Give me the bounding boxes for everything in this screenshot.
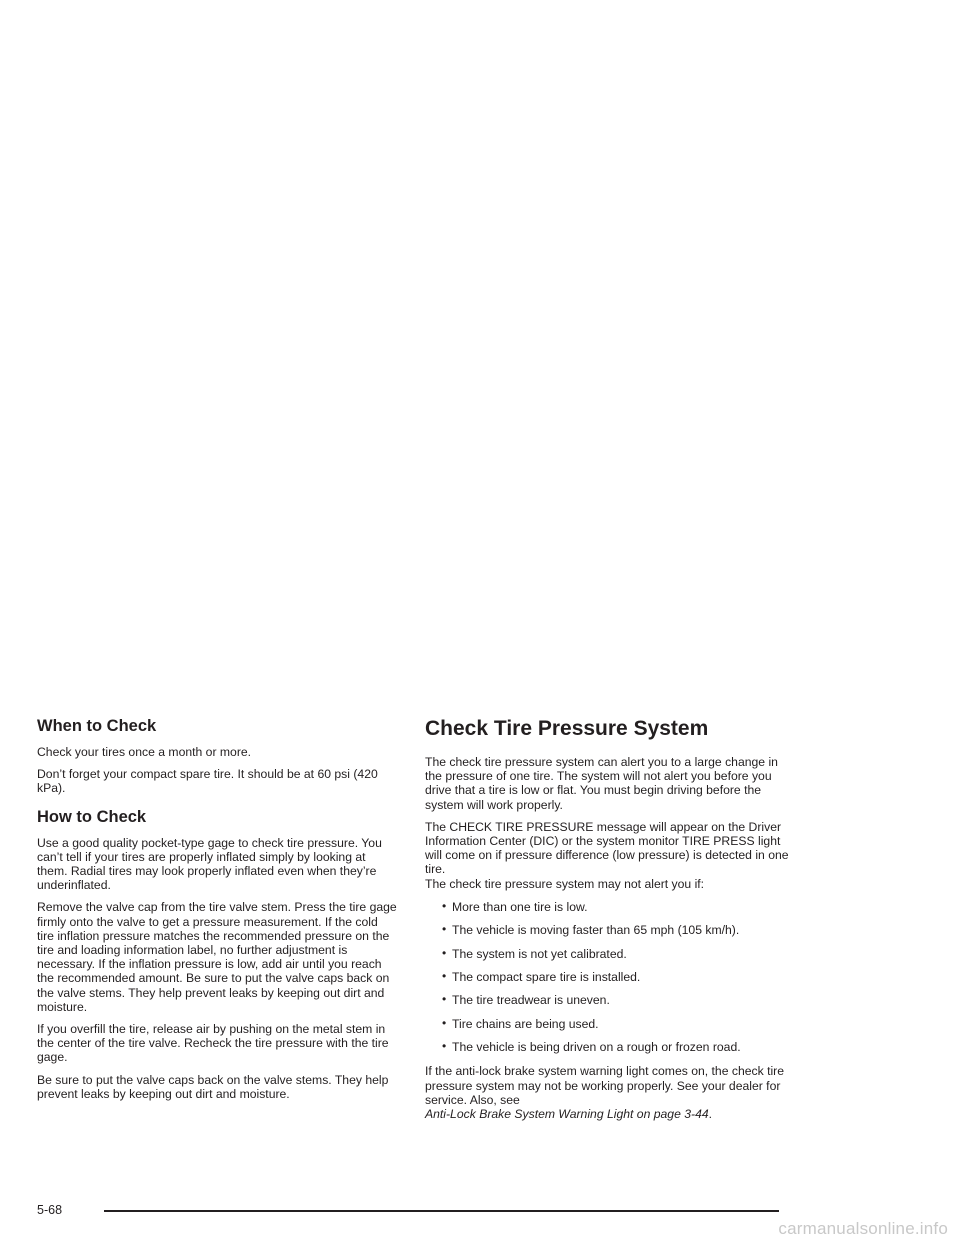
how-paragraph-1: Use a good quality pocket-type gage to check tire pressure. You can’t tell if your tires are properly inflated simply by looking at them. Radial tires may look properly inflated even when they’re underinflated.: [37, 835, 382, 893]
how-paragraph-4: Be sure to put the valve caps back on the valve stems. They help prevent leaks by keeping out dirt and moisture.: [37, 1072, 389, 1101]
alert-conditions-list: [425, 900, 795, 1055]
bullet-icon: •: [442, 1015, 447, 1030]
page-number: 5-68: [37, 1203, 63, 1217]
bullet-icon: •: [442, 969, 447, 983]
check-tire-pressure-system-heading: Check Tire Pressure System: [425, 717, 709, 740]
left-column: [37, 716, 397, 1109]
list-item: • The system is not yet calibrated.: [442, 945, 627, 961]
how-paragraph-2: Remove the valve cap from the tire valve stem. Press the tire gage firmly onto the valve to get a pressure measurement. If the cold tire inflation pressure matches the recommended pressure on the tire and loading information label, no further adjustment is necessary. If the inflation pressure is low, add air until you reach the recommended amount. Be sure to put the valve caps back on the valve stems. They help prevent leaks by keeping out dirt and moisture.: [37, 900, 397, 1014]
when-paragraph-1: Check your tires once a month or more.: [37, 745, 252, 759]
watermark: carmanualsonline.info: [778, 1219, 948, 1238]
bullet-icon: •: [442, 922, 447, 937]
when-paragraph-2: Don’t forget your compact spare tire. It should be at 60 psi (420 kPa).: [37, 767, 378, 796]
list-item: • The vehicle is moving faster than 65 mph (105 km/h).: [442, 922, 740, 938]
list-item: • The compact spare tire is installed.: [442, 969, 641, 984]
list-item: • The tire treadwear is uneven.: [442, 992, 610, 1008]
system-paragraph-2: The CHECK TIRE PRESSURE message will appear on the Driver Information Center (DIC) or the system monitor TIRE PRESS light will come on if pressure difference (low pressure) is detected in one tire.: [425, 819, 789, 877]
bullet-icon: •: [442, 945, 447, 960]
system-paragraph-1: The check tire pressure system can alert you to a large change in the pressure of one tire. The system will not alert you before you drive that a tire is low or flat. You must begin driving before the system will work properly.: [425, 755, 778, 812]
right-column: [425, 716, 795, 1129]
bullet-icon: •: [442, 1039, 447, 1054]
bullet-icon: •: [442, 898, 447, 913]
anti-lock-brake-page-link[interactable]: Anti-Lock Brake System Warning Light on page 3-44: [425, 1106, 709, 1121]
system-paragraph-4: If the anti-lock brake system warning light comes on, the check tire pressure system may not be working properly. See your dealer for service. Also, see Anti-Lock Brake System Warning Light on page 3-44.: [425, 1064, 785, 1121]
system-paragraph-3: The check tire pressure system may not alert you if:: [425, 876, 705, 891]
when-to-check-heading: When to Check: [37, 717, 157, 735]
how-to-check-heading: How to Check: [37, 807, 147, 826]
bullet-icon: •: [442, 992, 447, 1007]
list-item: • The vehicle is being driven on a rough or frozen road.: [442, 1039, 741, 1055]
list-item: • Tire chains are being used.: [442, 1015, 599, 1031]
footer-divider: [104, 1210, 779, 1212]
how-paragraph-3: If you overfill the tire, release air by pushing on the metal stem in the center of the tire valve. Recheck the tire pressure with the tire gage.: [37, 1022, 389, 1065]
list-item: • More than one tire is low.: [442, 898, 588, 914]
